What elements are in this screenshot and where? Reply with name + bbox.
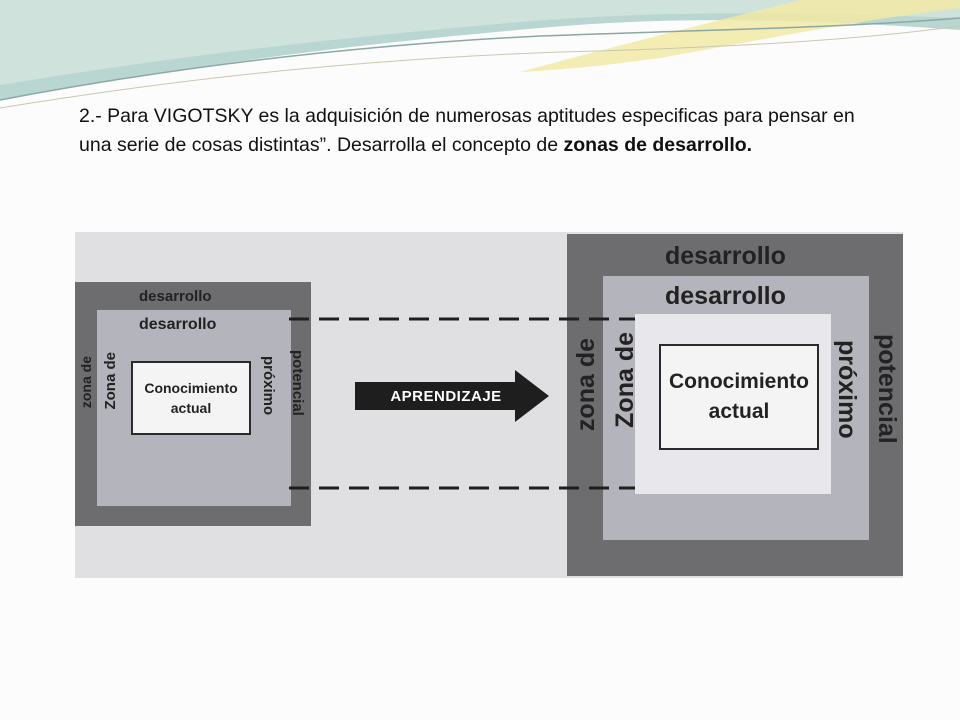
large-top-inner-label: desarrollo: [665, 282, 786, 310]
large-right-outer-label: potencial: [873, 334, 901, 444]
large-center-line1: Conocimiento: [669, 370, 809, 393]
small-top-inner-label: desarrollo: [139, 316, 217, 333]
small-left-inner-label: Zona de: [102, 352, 119, 410]
small-center-line2: actual: [170, 400, 212, 416]
question-text: 2.- Para VIGOTSKY es la adquisición de numerosas aptitudes especificas para pensar en una serie de cosas distintas”. Desarrolla el concepto de: [79, 105, 855, 156]
large-center-line2: actual: [708, 400, 770, 423]
small-top-outer-label: desarrollo: [139, 288, 212, 305]
large-left-outer-label: zona de: [572, 338, 600, 432]
small-right-inner-label: próximo: [260, 356, 277, 416]
large-center-box: [659, 344, 819, 450]
small-center-box: [131, 361, 251, 435]
large-left-inner-label: Zona de: [611, 332, 639, 428]
small-left-outer-label: zona de: [78, 356, 94, 409]
small-center-line1: Conocimiento: [144, 380, 238, 396]
arrow-label: APRENDIZAJE: [390, 387, 502, 405]
slide-question-text: [79, 102, 879, 160]
large-top-outer-label: desarrollo: [665, 242, 786, 270]
zones-diagram: [75, 232, 903, 578]
large-right-inner-label: próximo: [833, 340, 861, 439]
header-wave-decoration: [0, 0, 960, 115]
question-text-bold: zonas de desarrollo.: [563, 134, 753, 156]
small-right-outer-label: potencial: [289, 350, 306, 416]
